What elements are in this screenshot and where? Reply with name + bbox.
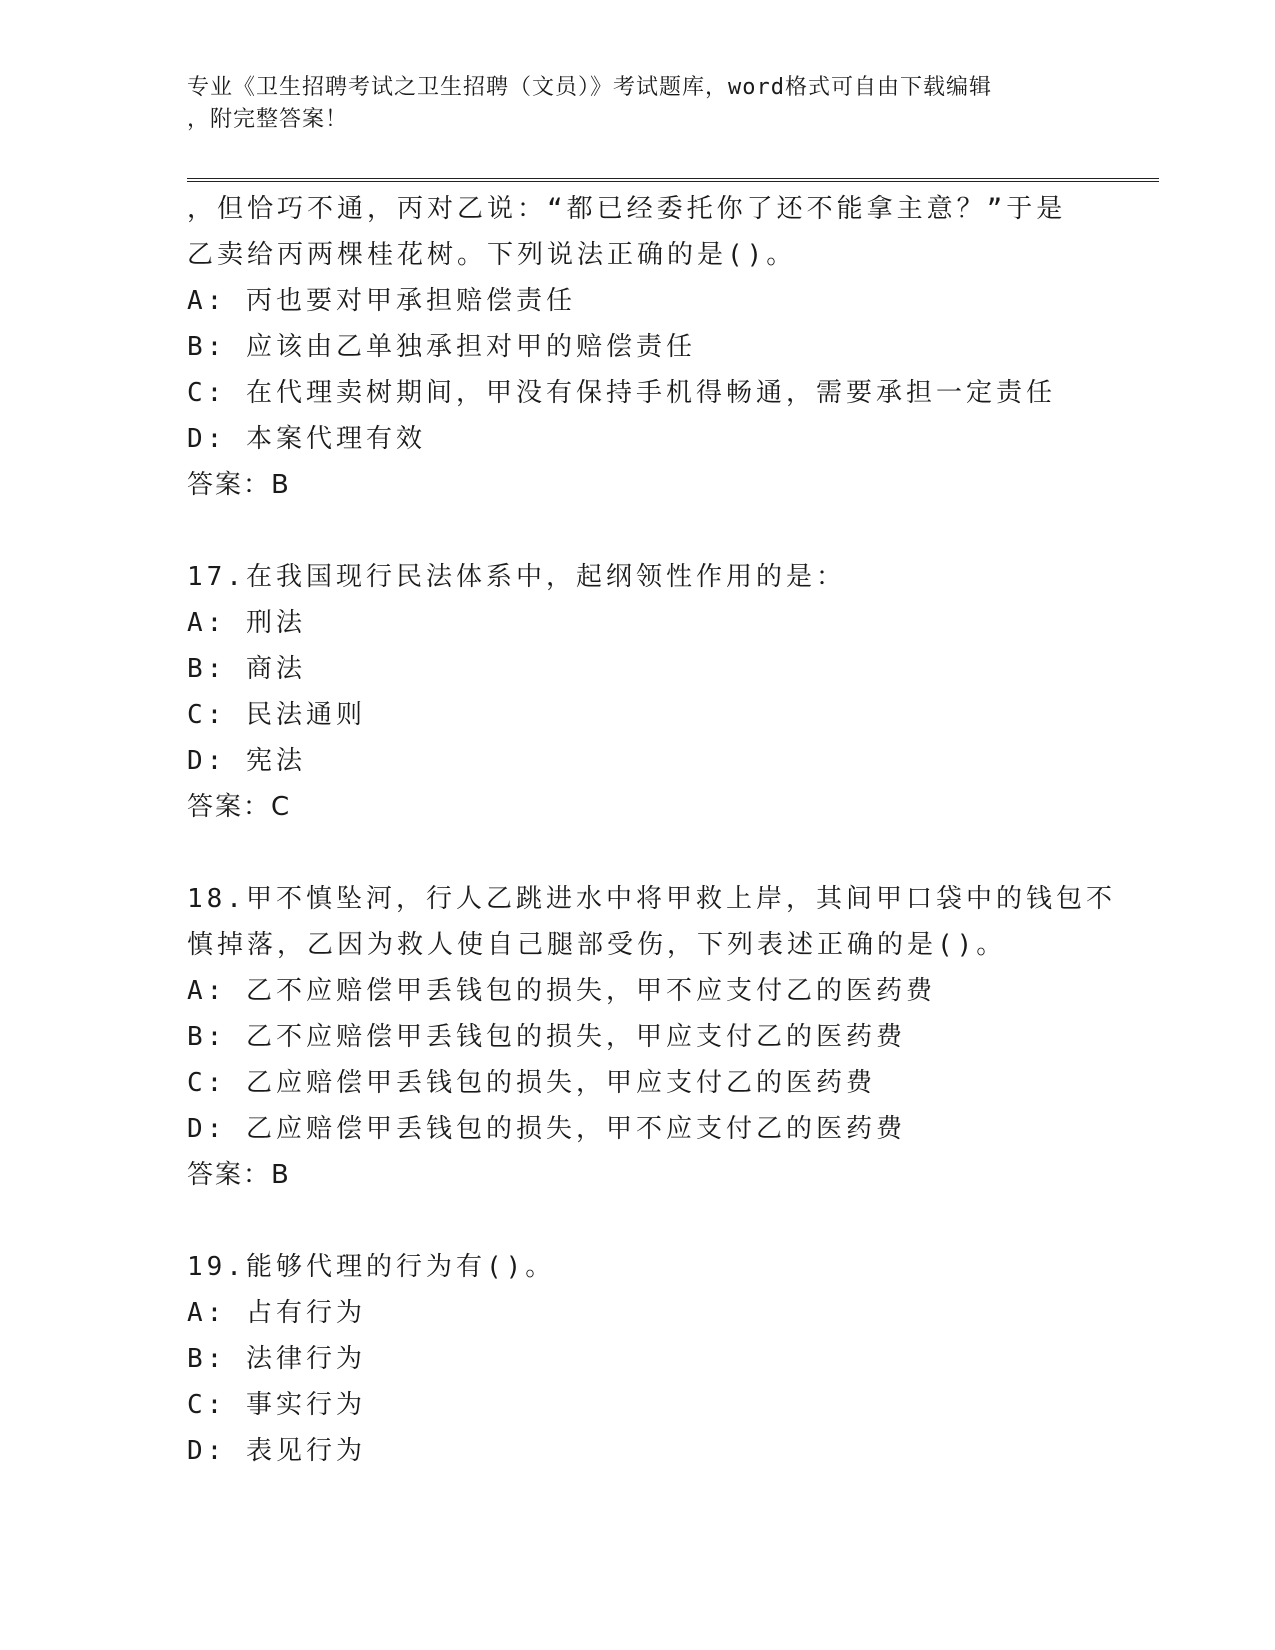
- answer-line: 答案：C: [187, 792, 292, 822]
- spacer: [187, 508, 1167, 554]
- question-stem-line: ，但恰巧不通，丙对乙说：“都已经委托你了还不能拿主意？”于是: [187, 194, 1067, 224]
- option-b: B: 法律行为: [187, 1344, 366, 1374]
- option-a: A: 刑法: [187, 608, 306, 638]
- option-a: A: 丙也要对甲承担赔偿责任: [187, 286, 576, 316]
- question-19: [187, 1244, 1167, 1474]
- answer-line: 答案：B: [187, 1160, 291, 1190]
- option-d: D: 宪法: [187, 746, 306, 776]
- option-a: A: 占有行为: [187, 1298, 366, 1328]
- option-b: B: 应该由乙单独承担对甲的赔偿责任: [187, 332, 696, 362]
- question-stem-line: 乙卖给丙两棵桂花树。下列说法正确的是()。: [187, 240, 797, 270]
- header-divider: [187, 178, 1159, 182]
- question-stem-line: 17.在我国现行民法体系中，起纲领性作用的是：: [187, 562, 846, 592]
- option-c: C: 乙应赔偿甲丢钱包的损失，甲应支付乙的医药费: [187, 1068, 876, 1098]
- answer-line: 答案：B: [187, 470, 291, 500]
- question-content: [187, 186, 1167, 1474]
- question-16: [187, 186, 1167, 508]
- header-title-line-1: 专业《卫生招聘考试之卫生招聘（文员）》考试题库，word格式可自由下载编辑: [187, 75, 992, 100]
- option-c: C: 民法通则: [187, 700, 366, 730]
- spacer: [187, 1198, 1167, 1244]
- question-stem-line: 慎掉落，乙因为救人使自己腿部受伤，下列表述正确的是()。: [187, 930, 1007, 960]
- question-18: [187, 876, 1167, 1198]
- spacer: [187, 830, 1167, 876]
- option-d: D: 本案代理有效: [187, 424, 426, 454]
- question-17: [187, 554, 1167, 830]
- option-d: D: 乙应赔偿甲丢钱包的损失，甲不应支付乙的医药费: [187, 1114, 906, 1144]
- option-b: B: 商法: [187, 654, 306, 684]
- option-b: B: 乙不应赔偿甲丢钱包的损失，甲应支付乙的医药费: [187, 1022, 906, 1052]
- option-c: C: 事实行为: [187, 1390, 366, 1420]
- option-c: C: 在代理卖树期间，甲没有保持手机得畅通，需要承担一定责任: [187, 378, 1056, 408]
- question-stem-line: 19.能够代理的行为有()。: [187, 1252, 556, 1282]
- option-d: D: 表见行为: [187, 1436, 366, 1466]
- option-a: A: 乙不应赔偿甲丢钱包的损失，甲不应支付乙的医药费: [187, 976, 936, 1006]
- page-header: [187, 72, 1087, 136]
- header-title-line-2: ，附完整答案！: [187, 107, 349, 132]
- question-stem-line: 18.甲不慎坠河，行人乙跳进水中将甲救上岸，其间甲口袋中的钱包不: [187, 884, 1116, 914]
